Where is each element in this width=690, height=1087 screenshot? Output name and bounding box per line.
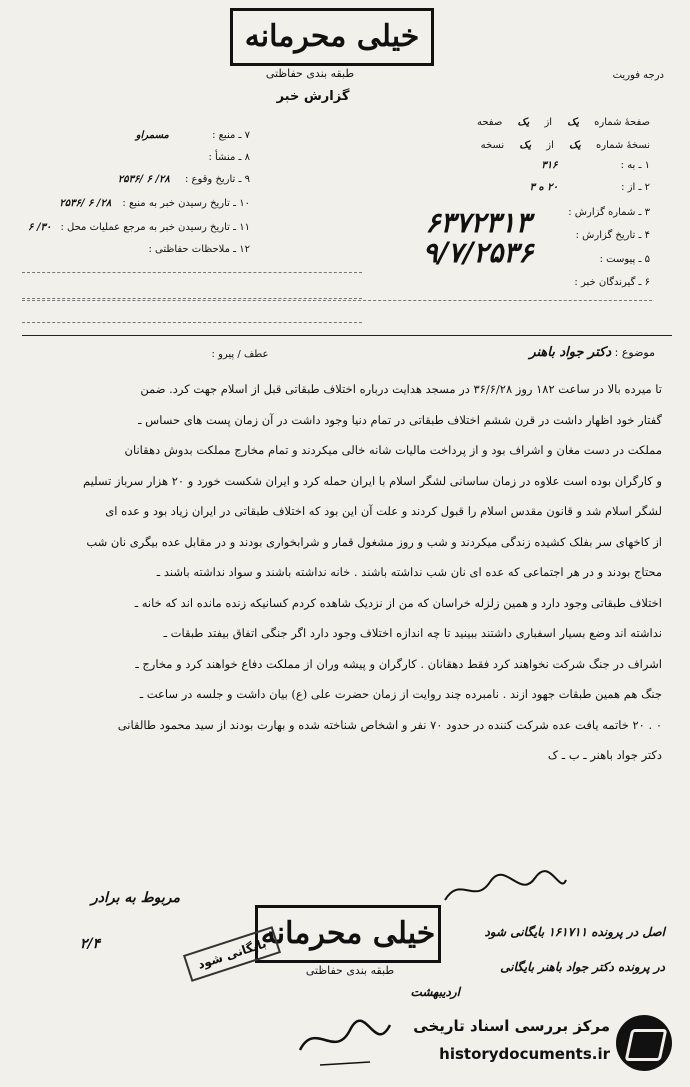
attachment-field: ۵ ـ پیوست :: [599, 254, 650, 265]
handwritten-file-number: [393, 208, 563, 268]
reference-label: عطف / پیرو :: [211, 349, 269, 360]
body-line: اختلاف طبقاتی وجود دارد و همین زلزله خراسان که من از نزدیک شاهده کردم کسانیکه زنده مانده اند که خانه ـ: [134, 595, 662, 610]
body-line: نداشته اند وضع بسیار اسفباری داشتند ببینید تا چه اندازه اختلاف وجود دارد اگر جنگی اتفاق بیفتد طبقات ـ: [163, 626, 662, 640]
recipients-field: ۶ ـ گیرندگان خبر :: [574, 277, 650, 288]
classification-stamp-bottom: خیلی محرمانه: [255, 905, 441, 963]
body-line: جنگ هم همین طبقات جهود ازند . نامبرده چند روایت از زمان حضرت علی (ع) بیان داشت و جلسه در ساعت ـ: [139, 687, 662, 701]
page-number-field: صفحهٔ شماره یک از یک صفحه: [476, 117, 650, 128]
archive-stamp: بایگانی شود: [183, 926, 281, 982]
dotted-line: [22, 298, 362, 299]
from-field: ۲ ـ از : ۲۰ ه ۳: [529, 182, 650, 193]
subject-label: موضوع :: [614, 346, 655, 359]
watermark-title: مرکز بررسی اسناد تاریخی: [413, 1017, 610, 1035]
watermark-url: historydocuments.ir: [439, 1045, 610, 1063]
dotted-line: [22, 300, 652, 301]
body-line: گفتار خود اظهار داشت در قرن ششم اختلاف طبقاتی در تمام دنیا وجود داشت در آن زمان پست های حساس ـ: [138, 412, 662, 427]
report-title: گزارش خبر: [276, 89, 350, 104]
section-divider: [22, 335, 672, 336]
body-line: محتاج بودند و در هر اجتماعی که عده ای نان شب نداشته باشند . خانه نداشته باشند و سواد نداشته باشند ـ: [156, 565, 662, 579]
dotted-line: [22, 322, 362, 323]
handwritten-note-file: در پرونده دکتر جواد باهنر بایگانی: [500, 960, 665, 974]
body-line: لشگر اسلام شد و قانون مقدس اسلام را قبول کردند و علت آن این بود که اختلاف طبقاتی در ایران زیاد بود و عده ای: [105, 504, 662, 518]
dotted-line: [22, 272, 362, 273]
source-receipt-date-field: ۱۰ ـ تاریخ رسیدن خبر به منبع : ۲۸/ ۶ /۲۵۳۶: [59, 198, 250, 209]
classification-caption-bottom: طبقه بندی حفاظتی: [305, 964, 395, 977]
event-date-field: ۹ ـ تاریخ وقوع : ۲۸/ ۶ /۲۵۳۶: [117, 174, 250, 185]
priority-label: درجه فوریت: [612, 70, 664, 81]
source-field: ۷ ـ منبع : مسمراو: [135, 130, 250, 141]
archive-watermark: [402, 1013, 672, 1073]
body-line: اشراف در جنگ شرکت نخواهند کرد فقط دهقانان . کارگران و پیشه وران از مملکت دفاع خواهند کرد و مخارج ـ: [135, 656, 662, 671]
body-line: و کارگران بوده است علاوه در زمان ساسانی لشگر اسلام با ایران حمله کرد و ایران شکست خورد و ۲۰ هزار سرباز تسلیم: [82, 473, 662, 488]
file-number-line2: ۹/۷/۲۵۳۶: [422, 236, 534, 269]
signature-bottom: [290, 1010, 400, 1070]
origin-field: ۸ ـ منشأ :: [208, 152, 250, 163]
body-line: ۰ . ۲۰ خاتمه یافت عده شرکت کننده در حدود ۷۰ نفر و اشخاص شناخته شده و بهارت بودند از سید محمود طالقانی: [117, 717, 662, 732]
body-line: از کاخهای سر بفلک کشیده زندگی میکردند و شب و روز مشغول قمار و شرابخواری بودند و در مقابل عده بیگری نان شب: [86, 534, 662, 549]
to-field: ۱ ـ به : ۳۱۶: [541, 160, 650, 171]
subject-value: دکتر جواد باهنر: [529, 345, 612, 360]
handwritten-note-left: مربوط به برادر ۲/۴: [79, 890, 180, 952]
report-body: [30, 374, 662, 771]
body-line: مملکت در دست مغان و اشراف بود و از پرداخت مالیات شانه خالی میکردند و تمام مخارج مملکت بدوش دهقانان: [124, 443, 662, 457]
classification-stamp-top: خیلی محرمانه: [230, 8, 434, 66]
security-notes-field: ۱۲ ـ ملاحظات حفاظتی :: [148, 244, 250, 255]
subject-line: [330, 345, 655, 360]
body-line: تا میرده بالا در ساعت ۱۸۲ روز ۳۶/۶/۲۸ در مسجد هدایت درباره اختلاف طبقاتی قبل از اسلام جهت کرد. ضمن: [140, 382, 662, 396]
classification-caption-top: طبقه بندی حفاظتی: [265, 67, 355, 80]
archive-logo-icon: [616, 1015, 672, 1071]
handwritten-note-mid: اردیبهشت: [410, 985, 460, 999]
report-date-field: ۴ ـ تاریخ گزارش :: [575, 230, 650, 241]
handwritten-note-archive: اصل در پرونده ۱۶۱۷۱۱ بایگانی شود: [484, 925, 665, 939]
body-line: دکتر جواد باهنر ـ ب ـ ک: [547, 748, 662, 762]
report-number-field: ۳ ـ شماره گزارش :: [568, 207, 650, 218]
operations-receipt-date-field: ۱۱ ـ تاریخ رسیدن خبر به مرجع عملیات محل : ۳۰/ ۶: [28, 222, 250, 233]
copy-number-field: نسخهٔ شماره یک از یک نسخه: [480, 140, 650, 151]
signature-scribble: [440, 870, 570, 910]
file-number-line1: ۶۳۷۲۳۱۳: [425, 206, 531, 239]
